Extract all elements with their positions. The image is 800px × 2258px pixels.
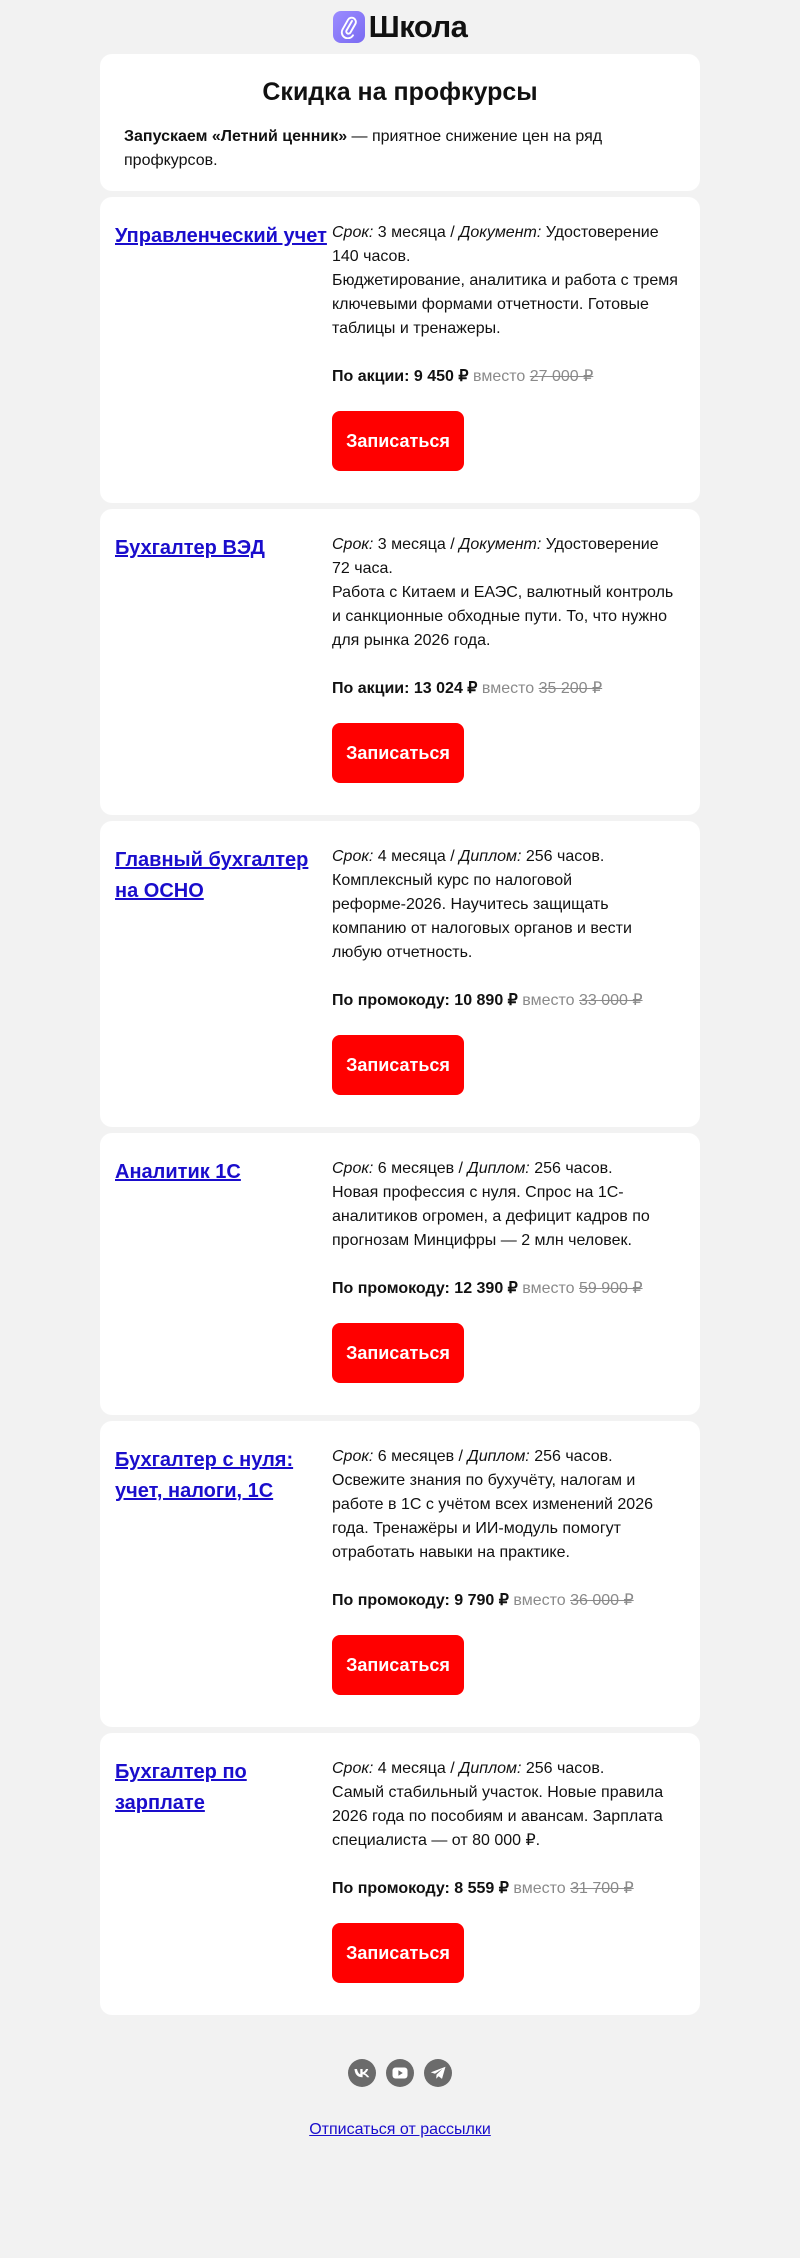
document-label: Документ: (459, 536, 542, 553)
course-title-link[interactable]: Главный бухгалтер на ОСНО (115, 849, 309, 902)
course-price (332, 1589, 678, 1613)
duration-label: Срок: (332, 848, 374, 865)
duration-value: 4 месяца / (373, 848, 460, 865)
duration-value: 3 месяца / (373, 224, 460, 241)
course-description: Комплексный курс по налоговой реформе-2026. Научитесь защищать компанию от налоговых органов и вести любую отчетность. (332, 872, 632, 961)
course-meta (332, 1757, 678, 1781)
price-current: По промокоду: 10 890 ₽ (332, 992, 518, 1009)
course-card (100, 509, 700, 815)
course-description: Самый стабильный участок. Новые правила 2026 года по пособиям и авансам. Зарплата специалиста — от 80 000 ₽. (332, 1784, 664, 1849)
course-meta (332, 1157, 678, 1181)
course-meta (332, 1445, 678, 1469)
intro-lead-rest: — приятное снижение цен на ряд профкурсов. (124, 128, 603, 169)
course-description: Освежите знания по бухучёту, налогам и работе в 1С с учётом всех изменений 2026 года. Тренажёры и ИИ-модуль помогут отработать навыки на практике. (332, 1472, 653, 1561)
price-instead: вместо (508, 1880, 571, 1897)
duration-label: Срок: (332, 1160, 374, 1177)
course-meta (332, 221, 678, 269)
document-label: Документ: (459, 224, 542, 241)
enroll-button[interactable]: Записаться (332, 1635, 464, 1695)
duration-value: 3 месяца / (373, 536, 460, 553)
intro-card (100, 54, 700, 191)
course-details (332, 221, 678, 471)
price-instead: вместо (468, 368, 530, 385)
course-description: Новая профессия с нуля. Спрос на 1С-аналитиков огромен, а дефицит кадров по прогнозам Минцифры — 2 млн человек. (332, 1184, 650, 1249)
course-description: Бюджетирование, аналитика и работа с тремя ключевыми формами отчетности. Готовые таблицы и тренажеры. (332, 272, 678, 337)
duration-label: Срок: (332, 1448, 374, 1465)
document-value: 256 часов. (521, 1760, 605, 1777)
intro-lead-bold: Запускаем «Летний ценник» (124, 128, 348, 145)
page-title: Скидка на профкурсы (262, 78, 538, 106)
course-title-column (115, 845, 332, 1095)
duration-value: 6 месяцев / (373, 1448, 468, 1465)
course-title-link[interactable]: Бухгалтер с нуля: учет, налоги, 1С (115, 1449, 294, 1502)
course-details (332, 1157, 678, 1383)
telegram-icon[interactable] (424, 2059, 452, 2087)
document-value: 256 часов. (529, 1160, 613, 1177)
youtube-icon[interactable] (386, 2059, 414, 2087)
course-title-link[interactable]: Управленческий учет (115, 225, 327, 247)
price-current: По промокоду: 8 559 ₽ (332, 1880, 509, 1897)
price-instead: вместо (517, 992, 580, 1009)
social-links (100, 2059, 700, 2087)
document-value: Удостоверение 72 часа. (332, 536, 659, 577)
price-old: 59 900 ₽ (579, 1280, 643, 1297)
enroll-button[interactable]: Записаться (332, 1923, 464, 1983)
document-value: Удостоверение 140 часов. (332, 224, 659, 265)
course-title-column (115, 1157, 332, 1383)
course-details (332, 845, 678, 1095)
course-title-link[interactable]: Бухгалтер ВЭД (115, 537, 265, 559)
duration-value: 4 месяца / (373, 1760, 460, 1777)
course-title-column (115, 1445, 332, 1695)
course-title-column (115, 533, 332, 783)
header (0, 0, 800, 54)
price-instead: вместо (508, 1592, 571, 1609)
price-instead: вместо (517, 1280, 580, 1297)
course-price (332, 1877, 678, 1901)
document-value: 256 часов. (521, 848, 605, 865)
course-card (100, 821, 700, 1127)
course-meta (332, 533, 678, 581)
document-label: Диплом: (459, 848, 522, 865)
price-old: 33 000 ₽ (579, 992, 643, 1009)
course-card (100, 1133, 700, 1415)
duration-label: Срок: (332, 536, 374, 553)
enroll-button[interactable]: Записаться (332, 1323, 464, 1383)
intro-text (124, 125, 676, 173)
course-details (332, 1445, 678, 1695)
document-label: Диплом: (459, 1760, 522, 1777)
course-price (332, 1277, 678, 1301)
course-list (100, 197, 700, 2015)
price-current: По промокоду: 9 790 ₽ (332, 1592, 509, 1609)
price-current: По акции: 13 024 ₽ (332, 680, 478, 697)
brand-name: Школа (368, 9, 468, 44)
unsubscribe-link[interactable]: Отписаться от рассылки (309, 2121, 491, 2138)
price-current: По промокоду: 12 390 ₽ (332, 1280, 518, 1297)
course-price (332, 365, 678, 389)
email-body (100, 54, 700, 2139)
course-card (100, 1733, 700, 2015)
course-price (332, 677, 678, 701)
course-title-column (115, 221, 332, 471)
enroll-button[interactable]: Записаться (332, 1035, 464, 1095)
vk-icon[interactable] (348, 2059, 376, 2087)
course-title-link[interactable]: Аналитик 1С (115, 1161, 241, 1183)
duration-value: 6 месяцев / (373, 1160, 468, 1177)
enroll-button[interactable]: Записаться (332, 411, 464, 471)
document-value: 256 часов. (529, 1448, 613, 1465)
price-old: 31 700 ₽ (570, 1880, 634, 1897)
duration-label: Срок: (332, 224, 374, 241)
document-label: Диплом: (467, 1448, 530, 1465)
document-label: Диплом: (467, 1160, 530, 1177)
course-card (100, 197, 700, 503)
price-old: 36 000 ₽ (570, 1592, 634, 1609)
course-title-link[interactable]: Бухгалтер по зарплате (115, 1761, 247, 1814)
price-instead: вместо (477, 680, 539, 697)
course-details (332, 1757, 678, 1983)
course-title-column (115, 1757, 332, 1983)
footer (100, 2015, 700, 2139)
brand-logo[interactable] (333, 9, 468, 45)
course-details (332, 533, 678, 783)
duration-label: Срок: (332, 1760, 374, 1777)
course-description: Работа с Китаем и ЕАЭС, валютный контроль и санкционные обходные пути. То, что нужно для рынка 2026 года. (332, 584, 674, 649)
course-card (100, 1421, 700, 1727)
price-old: 27 000 ₽ (529, 368, 594, 385)
course-price (332, 989, 678, 1013)
enroll-button[interactable]: Записаться (332, 723, 464, 783)
paperclip-icon (333, 11, 365, 43)
course-meta (332, 845, 678, 869)
price-old: 35 200 ₽ (538, 680, 603, 697)
price-current: По акции: 9 450 ₽ (332, 368, 469, 385)
